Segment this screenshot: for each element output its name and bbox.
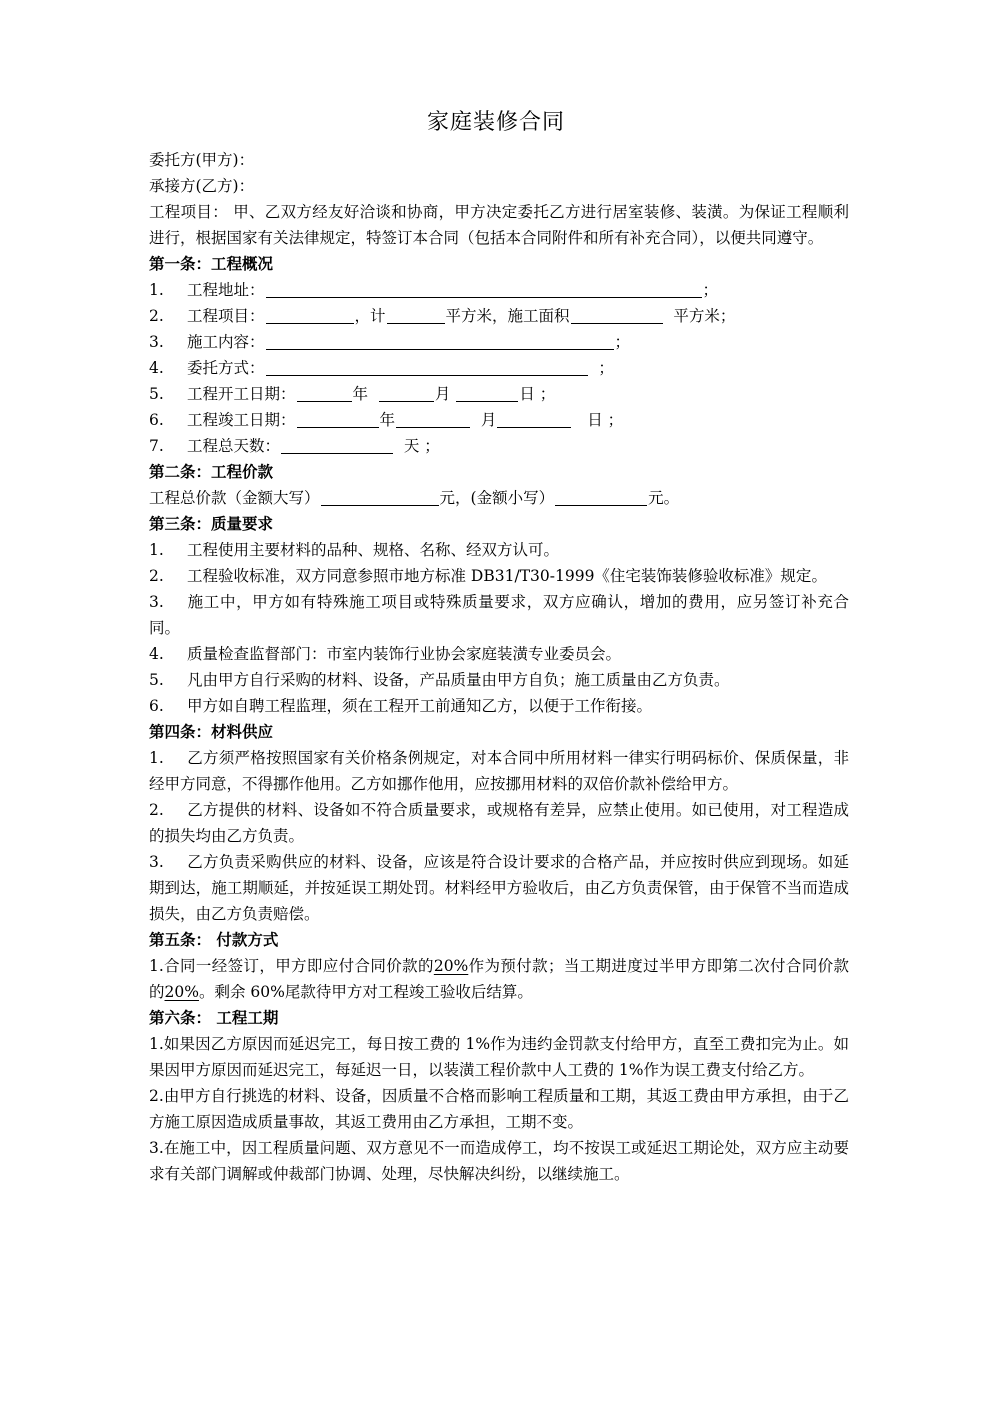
start-year-blank[interactable] (297, 385, 352, 402)
article-5-heading: 第五条： 付款方式 (149, 930, 279, 949)
article-3-heading: 第三条：质量要求 (149, 514, 274, 533)
article-3-item-5: 5. 凡由甲方自行采购的材料、设备，产品质量由甲方自负；施工质量由乙方负责。 (149, 671, 730, 689)
item-number: 6. (149, 411, 164, 429)
article-2-price-line: 工程总价款（金额大写） 元，(金额小写） 元。 (149, 489, 680, 507)
project-intro: 工程项目： 甲、乙双方经友好洽谈和协商，甲方决定委托乙方进行居室装修、装潢。为保证工程顺利进行，根据国家有关法律规定，特签订本合同（包括本合同附件和所有补充合同），以便共同遵守。 (149, 203, 849, 247)
prepayment-percent: 20% (433, 957, 469, 975)
party-b-line: 承接方(乙方)： (149, 177, 255, 195)
second-payment-percent: 20% (164, 983, 199, 1001)
content-blank[interactable] (266, 333, 614, 350)
article-1-item-1: 1. 工程地址： ； (149, 277, 849, 303)
total-days-blank[interactable] (281, 437, 393, 454)
party-a-line: 委托方(甲方)： (149, 151, 255, 169)
article-1-item-7: 7. 工程总天数： 天 ； (149, 433, 849, 459)
article-1-item-2: 2. 工程项目： ，计 平方米，施工面积 平方米； (149, 303, 849, 329)
area-blank[interactable] (387, 307, 445, 324)
article-1-heading: 第一条：工程概况 (149, 254, 274, 273)
document-title: 家庭装修合同 (426, 110, 565, 135)
item-label: 工程项目： (187, 307, 265, 325)
commission-blank[interactable] (266, 359, 588, 376)
article-2-heading: 第二条：工程价款 (149, 462, 274, 481)
article-6-item-2: 2.由甲方自行挑选的材料、设备，因质量不合格而影响工程质量和工期，其返工费由甲方承担，由于乙方施工原因造成质量事故，其返工费用由乙方承担，工期不变。 (149, 1087, 849, 1131)
address-blank[interactable] (266, 281, 702, 298)
item-label: 委托方式： (187, 359, 265, 377)
article-3-item-4: 4. 质量检查监督部门：市室内装饰行业协会家庭装潢专业委员会。 (149, 645, 622, 663)
item-number: 7. (149, 437, 164, 455)
article-3-item-1: 1. 工程使用主要材料的品种、规格、名称、经双方认可。 (149, 541, 560, 559)
article-3-item-6: 6. 甲方如自聘工程监理，须在工程开工前通知乙方，以便于工作衔接。 (149, 697, 653, 715)
project-blank[interactable] (266, 307, 354, 324)
contract-body (149, 147, 849, 1187)
article-4-item-2: 2. 乙方提供的材料、设备如不符合质量要求，或规格有差异，应禁止使用。如已使用，对工程造成的损失均由乙方负责。 (149, 801, 849, 845)
article-4-heading: 第四条：材料供应 (149, 722, 274, 741)
article-1-item-5: 5. 工程开工日期： 年 月 日 ； (149, 381, 849, 407)
end-month-blank[interactable] (396, 411, 470, 428)
article-1-item-3: 3. 施工内容： ； (149, 329, 849, 355)
article-6-heading: 第六条： 工程工期 (149, 1008, 279, 1027)
end-year-blank[interactable] (297, 411, 379, 428)
item-number: 4. (149, 359, 164, 377)
item-number: 2. (149, 307, 164, 325)
item-label: 工程竣工日期： (187, 411, 296, 429)
article-6-item-3: 3.在施工中，因工程质量问题、双方意见不一而造成停工，均不按误工或延迟工期论处，双方应主动要求有关部门调解或仲裁部门协调、处理，尽快解决纠纷，以继续施工。 (149, 1139, 849, 1183)
article-1-item-6: 6. 工程竣工日期： 年 月 日 ； (149, 407, 849, 433)
item-label: 工程总天数： (187, 437, 281, 455)
article-3-item-2: 2. 工程验收标准，双方同意参照市地方标准 DB31/T30-1999《住宅装饰装修验收标准》规定。 (149, 567, 827, 585)
article-5-item-1: 1.合同一经签订，甲方即应付合同价款的20%作为预付款；当工期进度过半甲方即第二次付合同价款的20%。剩余 60%尾款待甲方对工程竣工验收后结算。 (149, 957, 849, 1001)
item-label: 工程开工日期： (187, 385, 296, 403)
article-3-item-3: 3. 施工中，甲方如有特殊施工项目或特殊质量要求，双方应确认，增加的费用，应另签订补充合同。 (149, 593, 849, 637)
article-4-item-1: 1. 乙方须严格按照国家有关价格条例规定，对本合同中所用材料一律实行明码标价、保质保量，非经甲方同意，不得挪作他用。乙方如挪作他用，应按挪用材料的双倍价款补偿给甲方。 (149, 749, 849, 793)
end-day-blank[interactable] (497, 411, 571, 428)
start-day-blank[interactable] (456, 385, 518, 402)
item-number: 3. (149, 333, 164, 351)
article-6-item-1: 1.如果因乙方原因而延迟完工，每日按工费的 1%作为违约金罚款支付给甲方，直至工费扣完为止。如果因甲方原因而延迟完工，每延迟一日，以装潢工程价款中人工费的 1%作为误工费支付给乙方。 (149, 1035, 849, 1079)
item-number: 5. (149, 385, 164, 403)
construction-area-blank[interactable] (571, 307, 663, 324)
article-1-item-4: 4. 委托方式： ； (149, 355, 849, 381)
start-month-blank[interactable] (379, 385, 434, 402)
price-uppercase-blank[interactable] (321, 489, 439, 506)
item-label: 工程地址： (187, 281, 265, 299)
item-number: 1. (149, 281, 164, 299)
article-4-item-3: 3. 乙方负责采购供应的材料、设备，应该是符合设计要求的合格产品，并应按时供应到现场。如延期到达，施工期顺延，并按延误工期处罚。材料经甲方验收后，由乙方负责保管，由于保管不当而造成损失，由乙方负责赔偿。 (149, 853, 849, 923)
price-lowercase-blank[interactable] (555, 489, 647, 506)
item-label: 施工内容： (187, 333, 265, 351)
